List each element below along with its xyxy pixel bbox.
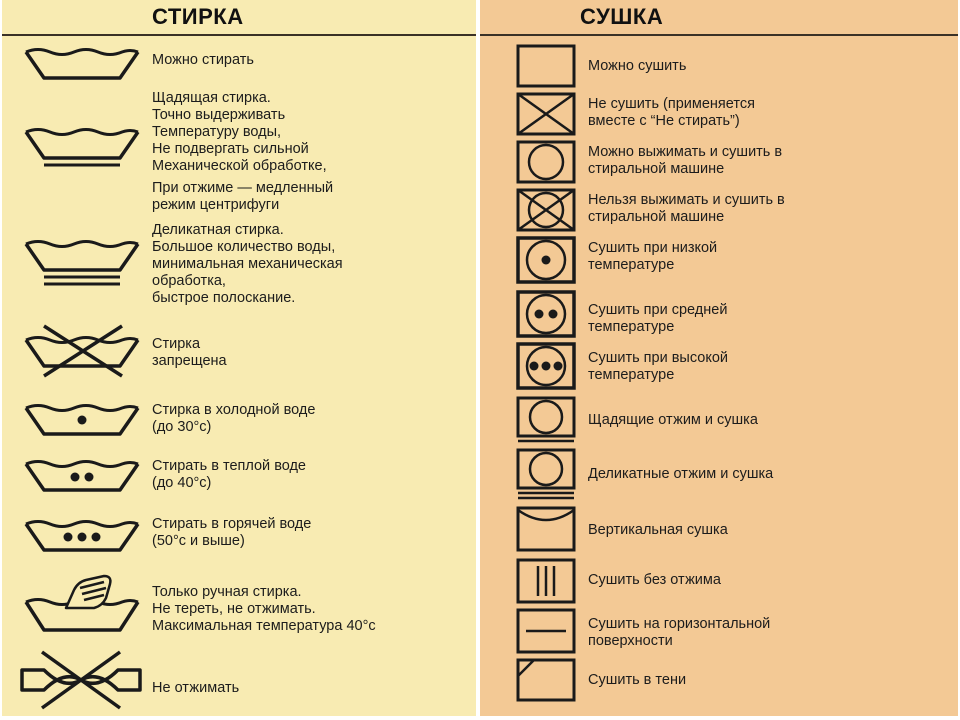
item-label: вместе с “Не стирать”) <box>588 113 740 129</box>
tumble-dry-high-icon <box>516 342 576 390</box>
wash-item <box>2 322 476 388</box>
item-label: Большое количество воды, <box>152 239 336 255</box>
dry-item <box>480 656 958 704</box>
item-label: Стирать в горячей воде <box>152 516 312 532</box>
item-label: Сушить без отжима <box>588 572 721 588</box>
item-label: Стирать в теплой воде <box>152 458 306 474</box>
dry-item <box>480 448 958 500</box>
do-not-wring-icon <box>16 648 146 712</box>
item-label: Можно стирать <box>152 52 254 68</box>
item-label: минимальная механическая <box>152 256 343 272</box>
dry-item <box>480 396 958 444</box>
dry-item <box>480 342 958 392</box>
item-label: стиральной машине <box>588 209 725 225</box>
dry-item <box>480 44 958 88</box>
item-label: быстрое полоскание. <box>152 290 296 306</box>
dry-allowed-icon <box>516 44 576 88</box>
item-label: Механической обработке, <box>152 158 327 174</box>
dry-in-shade-icon <box>516 658 576 702</box>
wash-warm-icon <box>22 456 142 496</box>
dry-flat-icon <box>516 608 576 654</box>
item-label: режим центрифуги <box>152 197 280 213</box>
item-label: поверхности <box>588 633 673 649</box>
item-label: Только ручная стирка. <box>152 584 302 600</box>
item-label: температуре <box>588 367 675 383</box>
washing-header <box>2 0 476 36</box>
tumble-dry-gentle-icon <box>516 396 576 444</box>
drip-dry-icon <box>516 558 576 604</box>
tumble-dry-icon <box>516 140 576 184</box>
washing-column <box>2 0 476 716</box>
wash-basin-icon <box>22 44 142 84</box>
line-dry-icon <box>516 506 576 552</box>
item-label: Не подвергать сильной <box>152 141 309 157</box>
item-label: (до 40°с) <box>152 475 212 491</box>
item-label: температуре <box>588 319 675 335</box>
item-label: Деликатная стирка. <box>152 222 284 238</box>
tumble-dry-delicate-icon <box>516 448 576 500</box>
item-label: Температуру воды, <box>152 124 282 140</box>
item-label: (50°с и выше) <box>152 533 245 549</box>
item-label: Щадящая стирка. <box>152 90 271 106</box>
item-label: Можно выжимать и сушить в <box>588 144 783 160</box>
wash-item <box>2 568 476 644</box>
item-label: Деликатные отжим и сушка <box>588 466 774 482</box>
wash-gentle-icon <box>22 124 142 168</box>
item-label: Можно сушить <box>588 58 687 74</box>
do-not-tumble-dry-icon <box>516 188 576 232</box>
item-label: Стирка <box>152 336 201 352</box>
wash-hot-icon <box>22 516 142 556</box>
wash-delicate-icon <box>22 236 142 288</box>
item-label: запрещена <box>152 353 227 369</box>
drying-title: СУШКА <box>580 4 664 29</box>
hand-wash-icon <box>22 568 142 640</box>
do-not-dry-icon <box>516 92 576 136</box>
washing-title: СТИРКА <box>152 4 244 29</box>
wash-item <box>2 452 476 504</box>
item-label: Сушить при низкой <box>588 240 718 256</box>
wash-item <box>2 646 476 712</box>
item-label: (до 30°с) <box>152 419 212 435</box>
dry-item <box>480 556 958 604</box>
item-label: обработка, <box>152 273 226 289</box>
wash-item <box>2 396 476 448</box>
item-label: температуре <box>588 257 675 273</box>
item-label: Вертикальная сушка <box>588 522 728 538</box>
item-label: Сушить в тени <box>588 672 687 688</box>
item-label: Сушить на горизонтальной <box>588 616 771 632</box>
dry-item <box>480 606 958 656</box>
dry-item <box>480 290 958 340</box>
wash-item <box>2 90 476 226</box>
item-label: Сушить при высокой <box>588 350 728 366</box>
do-not-wash-icon <box>22 324 142 378</box>
item-label: Стирка в холодной воде <box>152 402 316 418</box>
dry-item <box>480 188 958 232</box>
dry-item <box>480 504 958 552</box>
wash-item <box>2 512 476 564</box>
wash-item <box>2 222 476 310</box>
drying-column <box>480 0 958 716</box>
item-label: Не отжимать <box>152 680 240 696</box>
item-label: Максимальная температура 40°с <box>152 618 376 634</box>
tumble-dry-low-icon <box>516 236 576 284</box>
wash-item <box>2 38 476 86</box>
dry-item <box>480 236 958 286</box>
dry-item <box>480 92 958 136</box>
item-label: При отжиме — медленный <box>152 180 334 196</box>
drying-header <box>480 0 958 36</box>
item-label: стиральной машине <box>588 161 725 177</box>
dry-item <box>480 140 958 184</box>
item-label: Сушить при средней <box>588 302 728 318</box>
item-label: Щадящие отжим и сушка <box>588 412 758 428</box>
item-label: Не тереть, не отжимать. <box>152 601 316 617</box>
item-label: Точно выдерживать <box>152 107 286 123</box>
item-label: Не сушить (применяется <box>588 96 755 112</box>
item-label: Нельзя выжимать и сушить в <box>588 192 785 208</box>
wash-cold-icon <box>22 400 142 440</box>
tumble-dry-medium-icon <box>516 290 576 338</box>
